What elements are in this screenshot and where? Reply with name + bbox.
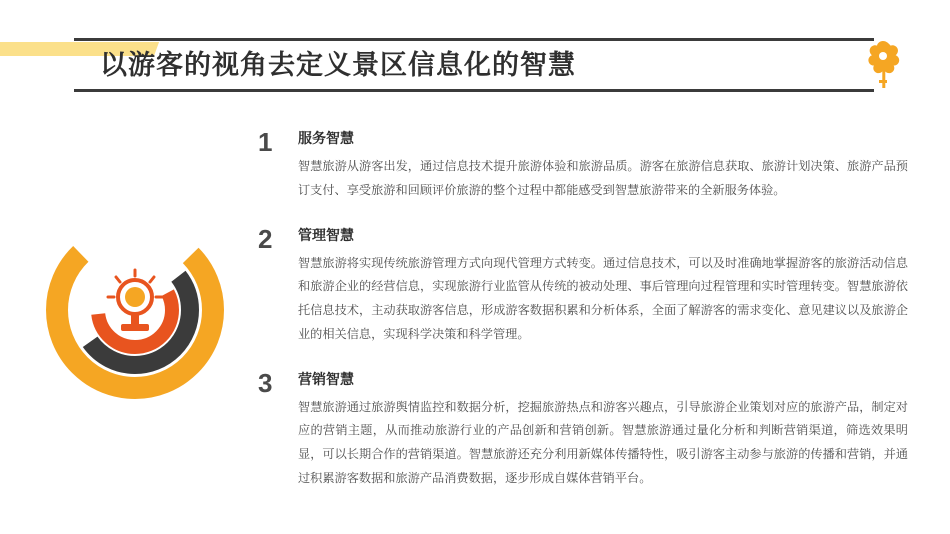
list-item <box>258 225 908 347</box>
item-number: 2 <box>258 223 273 254</box>
item-text: 智慧旅游通过旅游舆情监控和数据分析，挖掘旅游热点和游客兴趣点，引导旅游企业策划对应的旅游产品，制定对应的营销主题，从而推动旅游行业的产品创新和营销创新。智慧旅游通过量化分析和判断营销渠道，筛选效果明显，可以长期合作的营销渠道。智慧旅游还充分利用新媒体传播特性，吸引游客主动参与旅游的传播和营销，并通过积累游客数据和旅游产品消费数据，逐步形成自媒体营销平台。 <box>298 399 908 486</box>
item-title: 服务智慧 <box>298 130 354 146</box>
item-body <box>298 128 908 203</box>
item-title: 管理智慧 <box>298 226 354 243</box>
item-text: 智慧旅游将实现传统旅游管理方式向现代管理方式转变。通过信息技术，可以及时准确地掌握游客的旅游活动信息和旅游企业的经营信息，实现旅游行业监管从传统的被动处理、事后管理向过程管理和实时管理转变。智慧旅游依托信息技术，主动获取游客信息，形成游客数据积累和分析体系，全面了解游客的需求变化、意见建议以及旅游企业的相关信息，实现科学决策和科学管理。 <box>298 255 908 341</box>
donut-chart-with-trophy-icon <box>40 215 230 405</box>
item-title: 营销智慧 <box>298 370 354 387</box>
tree-logo-icon <box>858 40 908 88</box>
item-body <box>298 369 908 491</box>
item-number: 1 <box>258 127 273 157</box>
item-number: 3 <box>258 367 273 398</box>
item-text: 智慧旅游从游客出发，通过信息技术提升旅游体验和旅游品质。游客在旅游信息获取、旅游计划决策、旅游产品预订支付、享受旅游和回顾评价旅游的整个过程中都能感受到智慧旅游带来的全新服务体验。 <box>298 159 908 197</box>
list-item <box>258 128 908 203</box>
content-list <box>258 128 908 513</box>
list-item <box>258 369 908 491</box>
page-title: 以游客的视角去定义景区信息化的智慧 <box>100 50 576 80</box>
item-body <box>298 225 908 347</box>
